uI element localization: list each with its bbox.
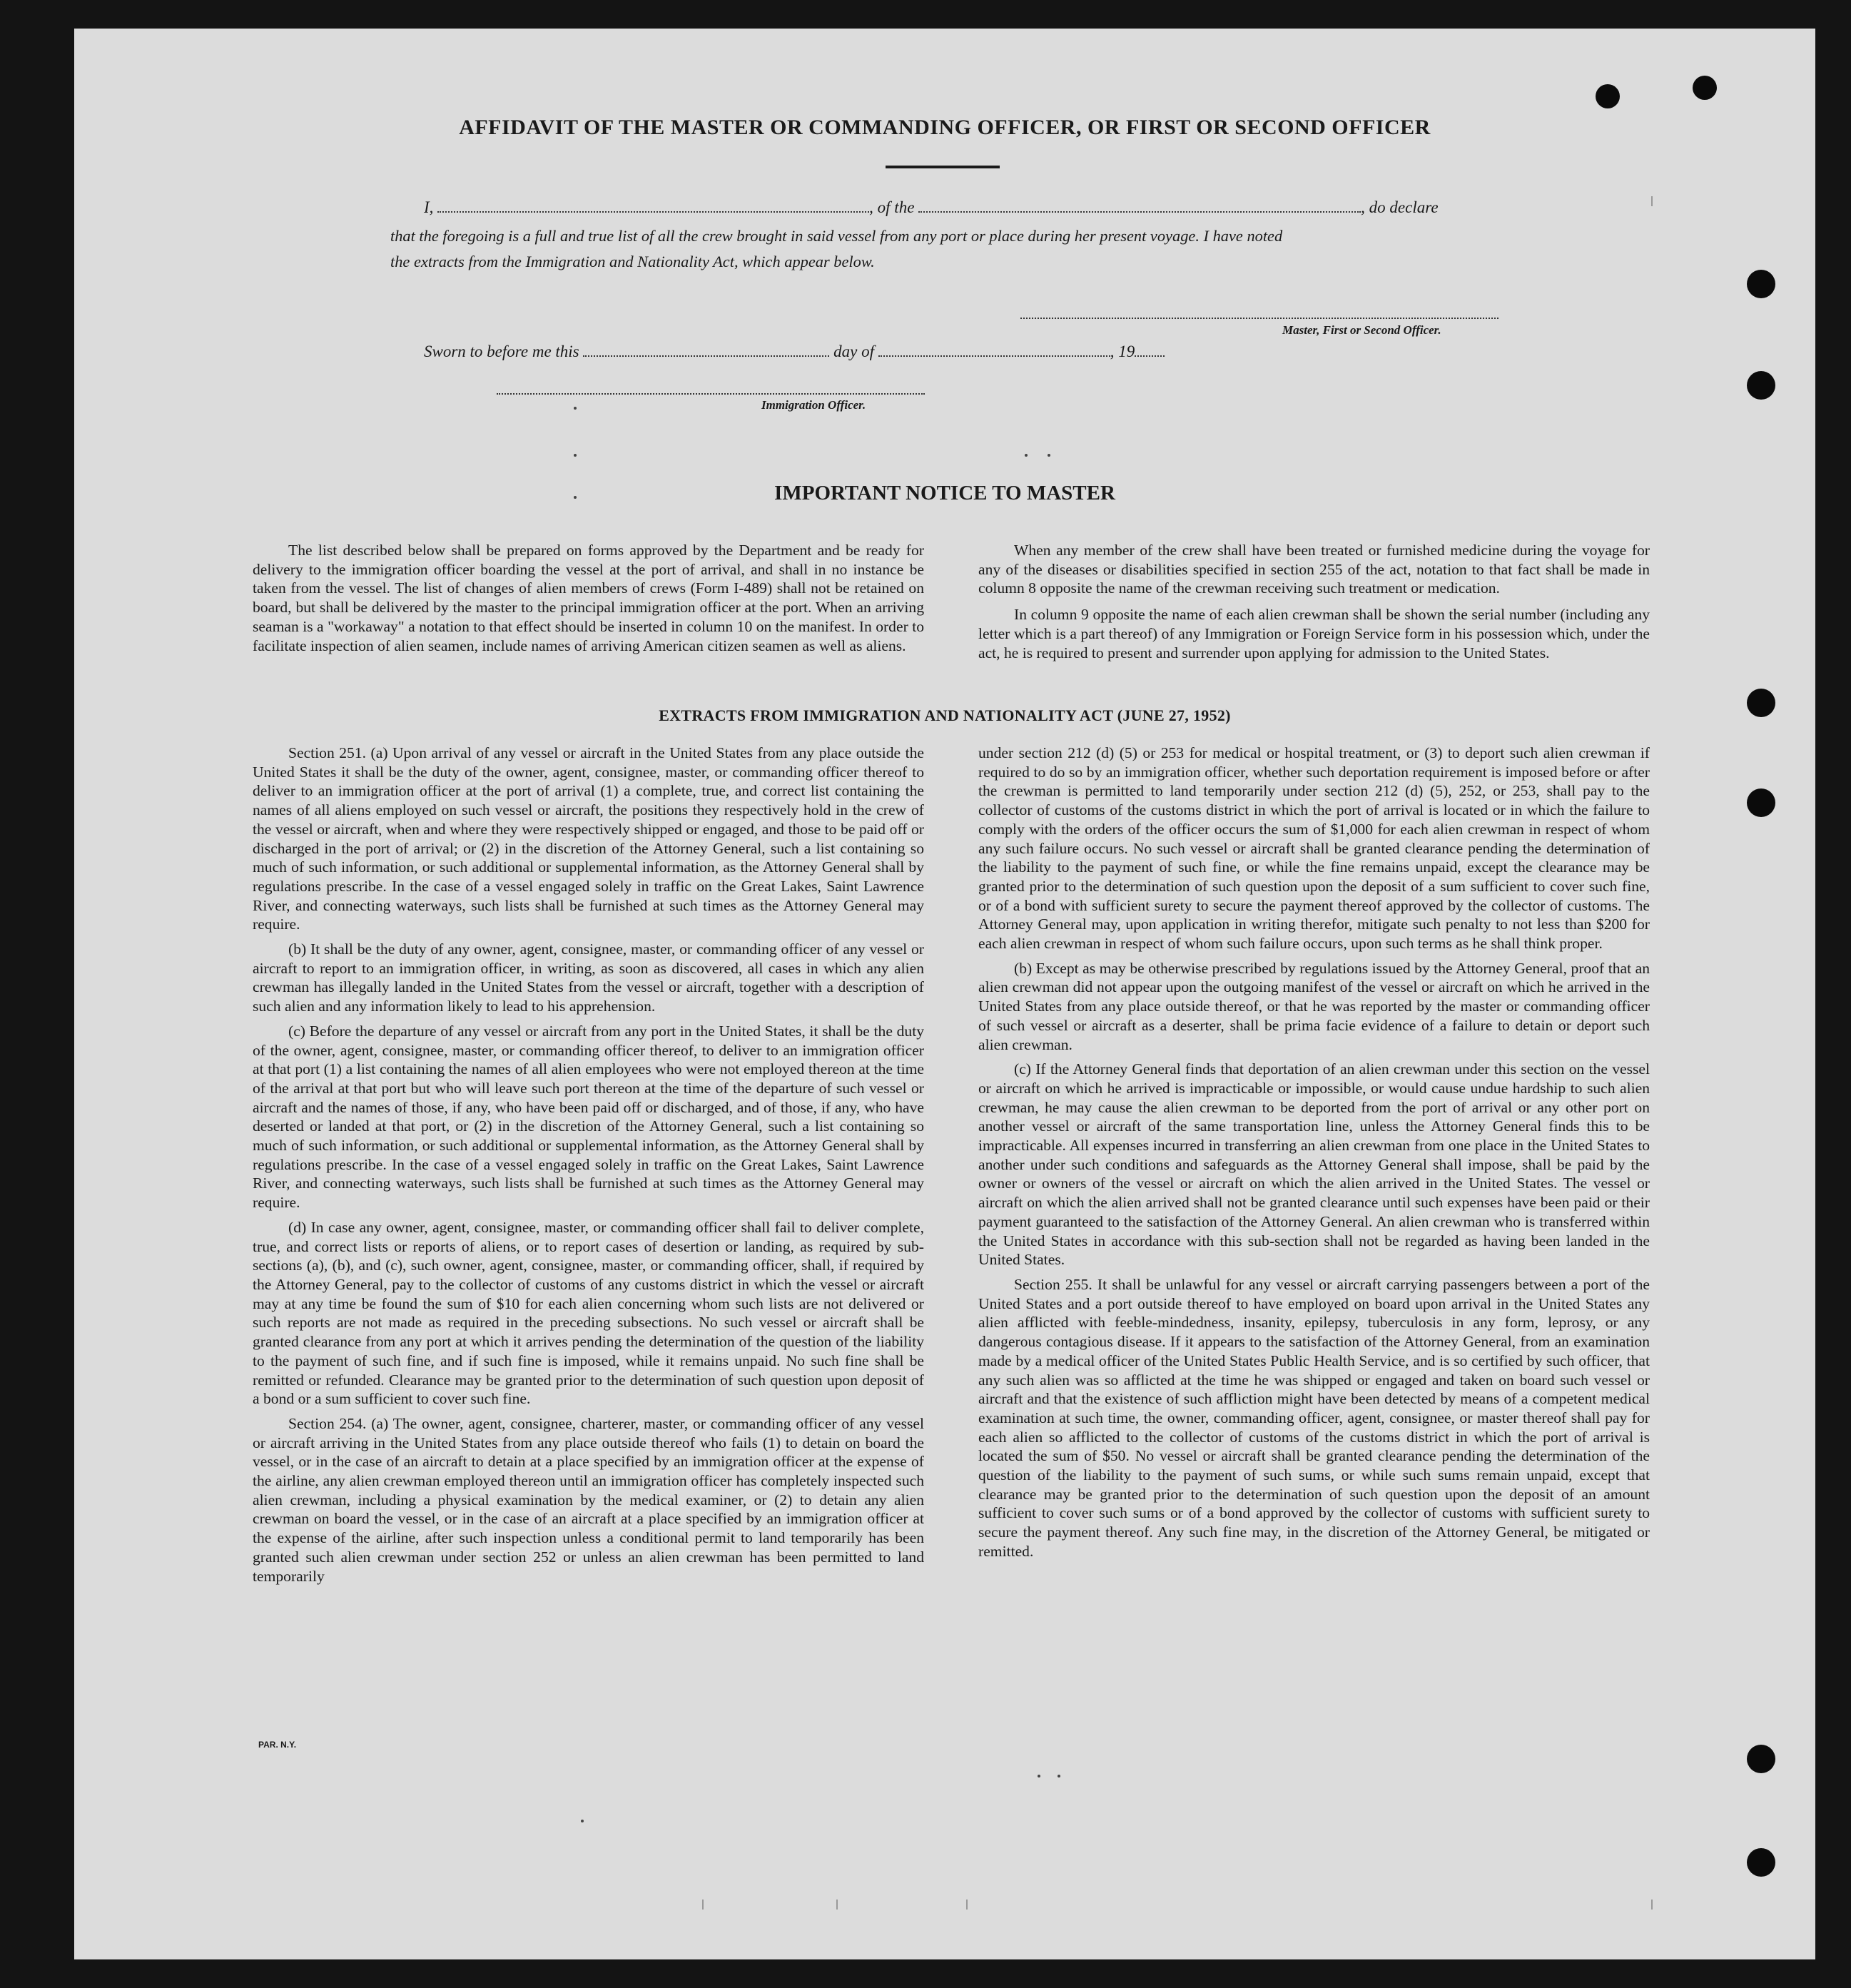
section-254-b: (b) Except as may be otherwise prescribed by regulations issued by the Attorney General, proof that an alien crewman did not appear upon the outgoing manifest of the vessel or aircraft on which he arrived in the United States from any place outside thereof, or that he was reported by the master or commanding officer of such vessel or aircraft as a deserter, shall be prima facie evidence of a failure to detain or deport such alien crewman. xyxy=(978,959,1650,1053)
do-declare-label: , do declare xyxy=(1361,198,1439,216)
section-254-a-continued: under section 212 (d) (5) or 253 for medical or hospital treatment, or (3) to deport such alien crewman if required to do so by an immigration officer, whether such deportation requirement is imposed before or after the crewman is permitted to land temporarily under section 212 (d) (5), 252, or 253, shall pay to the collector of customs of the customs district in which the port of arrival is located or in which the failure to comply with the orders of the officer occurs the sum of $1,000 for each alien crewman in respect of whom any such failure occurs. No such vessel or aircraft shall be granted clearance pending the determination of the liability to the payment of such fine, or while the fine remains unpaid, except the clearance may be granted prior to the determination of such question upon the deposit of a sum sufficient to cover such fine, or of a bond with sufficient surety to secure the payment thereof approved by the collector of customs. The Attorney General may, upon application in writing therefor, mitigate such penalty to not less than $200 for each alien crewman in respect of whom such failure occurs, upon such terms as he shall think proper. xyxy=(978,744,1650,953)
section-254-c: (c) If the Attorney General finds that deportation of an alien crewman under this section on the vessel or aircraft on which he arrived is impracticable or impossible, or would cause undue hardship to such alien crewman, he may cause the alien crewman to be deported from the port of arrival or any other port on another vessel or aircraft of the same transportation line, unless the Attorney General finds this to be impracticable. All expenses incurred in transferring an alien crewman from one place in the United States to another under such conditions and safeguards as the Attorney General shall impose, shall be paid by the owner or owners of the vessel or aircraft on which the alien arrived in the United States. The vessel or aircraft on which the alien arrived shall not be granted clearance until such expenses have been paid or their payment guaranteed to the satisfaction of the Attorney General. An alien crewman who is transferred within the United States in accordance with this sub-section shall not be regarded as having been landed in the United States. xyxy=(978,1060,1650,1269)
punch-hole xyxy=(1596,84,1620,108)
punch-hole xyxy=(1693,76,1717,100)
notice-right-paragraph-2: In column 9 opposite the name of each alien crewman shall be shown the serial number (including any letter which is a part thereof) of any Immigration or Foreign Service form in his possession which, under the act, he is required to present and surrender upon applying for admission to the United States. xyxy=(978,606,1650,661)
extracts-heading: EXTRACTS FROM IMMIGRATION AND NATIONALITY ACT (JUNE 27, 1952) xyxy=(659,706,1231,724)
scan-mark xyxy=(1651,1900,1653,1910)
punch-hole xyxy=(1747,371,1775,400)
printer-mark: PAR. N.Y. xyxy=(258,1740,297,1750)
affidavit-statement-line-2: the extracts from the Immigration and Nationality Act, which appear below. xyxy=(390,253,875,270)
scan-speck xyxy=(574,407,577,410)
declarant-name-blank xyxy=(437,198,869,213)
vessel-name-blank xyxy=(918,198,1361,213)
declarant-prefix: I, xyxy=(424,198,434,216)
scan-speck xyxy=(1048,454,1050,457)
officer-signature-caption: Immigration Officer. xyxy=(761,398,866,412)
master-signature-line xyxy=(1020,318,1498,319)
sworn-year-blank xyxy=(1135,343,1165,357)
punch-hole xyxy=(1747,788,1775,817)
section-251-b: (b) It shall be the duty of any owner, agent, consignee, master, or commanding officer of any vessel or aircraft to report to an immigration officer, in writing, as soon as discovered, all cases in which any alien crewman has illegally landed in the United States from the vessel or aircraft, together with a description of such alien and any information likely to lead to his apprehension. xyxy=(253,940,924,1015)
notice-left-paragraph: The list described below shall be prepared on forms approved by the Department and be ready for delivery to the immigration officer boarding the vessel at the port of arrival, and shall in no instance be taken from the vessel. The list of changes of alien members of crews (Form I-489) shall not be retained on board, but shall be delivered by the master to the principal immigration officer at the port. When an arriving seaman is a "workaway" a notation to that effect should be inserted in column 10 on the manifest. In order to facilitate inspection of alien seamen, include names of arriving American citizen seamen as well as aliens. xyxy=(253,542,924,654)
extracts-left-column xyxy=(253,744,924,1586)
sworn-label: Sworn to before me this xyxy=(424,343,579,360)
scan-speck xyxy=(574,454,577,457)
master-signature-caption: Master, First or Second Officer. xyxy=(1282,323,1441,337)
scan-speck xyxy=(1025,454,1028,457)
scan-speck xyxy=(1038,1775,1040,1777)
sworn-line xyxy=(424,343,1165,361)
section-251-d: (d) In case any owner, agent, consignee, master, or commanding officer shall fail to deliver complete, true, and correct lists or reports of aliens, or to report cases of desertion or landing, as required by sub-sections (a), (b), and (c), such owner, agent, consignee, master, or commanding officer, shall, if required by the Attorney General, pay to the collector of customs of any customs district in which the vessel or aircraft may at any time be found the sum of $10 for each alien concerning whom such lists are not delivered or such reports are not made as required in the preceding subsections. No such vessel or aircraft shall be granted clearance from any port at which it arrives pending the determination of the question of the liability to the payment of such fine, and if such fine is imposed, while it remains unpaid. No such fine shall be remitted or refunded. Clearance may be granted prior to the determination of such question upon deposit of a bond or a sum sufficient to cover such fine. xyxy=(253,1218,924,1408)
scan-mark xyxy=(702,1900,704,1910)
section-251-c: (c) Before the departure of any vessel or aircraft from any port in the United States, it shall be the duty of the owner, agent, consignee, master, or commanding officer thereof, to deliver to an immigration officer at that port (1) a list containing the names of all alien employees who were not employed thereon at the time of the arrival at that port but who will leave such port thereon at the time of the departure of such vessel or aircraft and the names of those, if any, who have been paid off or discharged, and of those, if any, who have deserted or landed at that port, or (2) in the discretion of the Attorney General, such a list containing so much of such information, or such additional or supplemental information, as the Attorney General shall by regulations prescribe. In the case of a vessel engaged solely in traffic on the Great Lakes, Saint Lawrence River, and connecting waterways, such lists shall be furnished at such times as the Attorney General may require. xyxy=(253,1022,924,1212)
section-255: Section 255. It shall be unlawful for any vessel or aircraft carrying passengers between a port of the United States and a port outside thereof to have employed on board upon arrival in the United States any alien afflicted with feeble-mindedness, insanity, epilepsy, tuberculosis in any form, leprosy, or any dangerous contagious disease. If it appears to the satisfaction of the Attorney General, from an examination made by a medical officer of the United States Public Health Service, and is so certified by such officer, that any such alien was so afflicted at the time he was shipped or engaged and taken on board such vessel or aircraft and that the existence of such affliction might have been detected by means of a competent medical examination at such time, the owner, commanding officer, agent, consignee, or master thereof shall pay for each alien so afflicted to the collector of customs of the customs district in which the port of arrival is located the sum of $50. No vessel or aircraft shall be granted clearance pending the determination of the question of the liability to the payment of such sums, or while such sums remain unpaid, except that clearance may be granted prior to the determination of such question upon the deposit of an amount sufficient to cover such sums or of a bond approved by the collector of customs with sufficient surety to secure the payment thereof. Any such fine may, in the discretion of the Attorney General, be mitigated or remitted. xyxy=(978,1275,1650,1560)
title-divider xyxy=(886,166,1000,168)
punch-hole xyxy=(1747,270,1775,298)
scan-mark xyxy=(966,1900,968,1910)
affidavit-title: AFFIDAVIT OF THE MASTER OR COMMANDING OFFICER, OR FIRST OR SECOND OFFICER xyxy=(459,116,1431,139)
notice-heading: IMPORTANT NOTICE TO MASTER xyxy=(774,482,1115,504)
notice-right-column xyxy=(978,541,1650,662)
scan-speck xyxy=(1058,1775,1060,1777)
notice-right-paragraph-1: When any member of the crew shall have been treated or furnished medicine during the voyage for any of the diseases or disabilities specified in section 255 of the act, notation to that fact shall be made in column 8 opposite the name of the crewman receiving such treatment or medication. xyxy=(978,542,1650,597)
scan-mark xyxy=(1651,196,1653,206)
day-of-label: day of xyxy=(833,343,874,360)
of-the-label: , of the xyxy=(869,198,915,216)
section-251-a: Section 251. (a) Upon arrival of any vessel or aircraft in the United States from any place outside the United States it shall be the duty of the owner, agent, consignee, master, or commanding officer thereof to deliver to an immigration officer at the port of arrival (1) a complete, true, and correct list containing the names of all aliens employed on such vessel or aircraft, the positions they respectively hold in the crew of the vessel or aircraft, when and where they were respectively shipped or engaged, and those to be paid off or discharged in the port of arrival; or (2) in the discretion of the Attorney General, such a list containing so much of such information, or such additional or supplemental information, as the Attorney General shall by regulations prescribe. In the case of a vessel engaged solely in traffic on the Great Lakes, Saint Lawrence River, and connecting waterways, such lists shall be furnished at such times as the Attorney General may require. xyxy=(253,744,924,933)
section-254-a: Section 254. (a) The owner, agent, consignee, charterer, master, or commanding officer of any vessel or aircraft arriving in the United States from any place outside thereof who fails (1) to detain on board the vessel, or in the case of an aircraft to detain at a place specified by an immigration officer at the expense of the airline, any alien crewman employed thereon until an immigration officer has completely inspected such alien crewman, including a physical examination by the medical examiner, or (2) to detain any alien crewman on board the vessel, or in the case of an aircraft at a place specified by an immigration officer at the expense of the airline, after such inspection unless a conditional permit to land temporarily has been granted such alien crewman under section 252 or unless an alien crewman has been permitted to land temporarily xyxy=(253,1414,924,1585)
scan-speck xyxy=(581,1820,584,1822)
punch-hole xyxy=(1747,1745,1775,1773)
punch-hole xyxy=(1747,1848,1775,1877)
affidavit-statement-line-1: that the foregoing is a full and true list of all the crew brought in said vessel from any port or place during her present voyage. I have noted xyxy=(390,227,1283,245)
sworn-day-blank xyxy=(583,343,829,357)
scan-mark xyxy=(836,1900,838,1910)
sworn-month-blank xyxy=(878,343,1110,357)
affidavit-declaration-line xyxy=(424,198,1439,217)
document-page xyxy=(74,29,1815,1959)
year-prefix-label: , 19 xyxy=(1110,343,1135,360)
officer-signature-line xyxy=(497,393,925,395)
notice-left-column xyxy=(253,541,924,655)
extracts-right-column xyxy=(978,744,1650,1561)
scan-speck xyxy=(574,496,577,499)
